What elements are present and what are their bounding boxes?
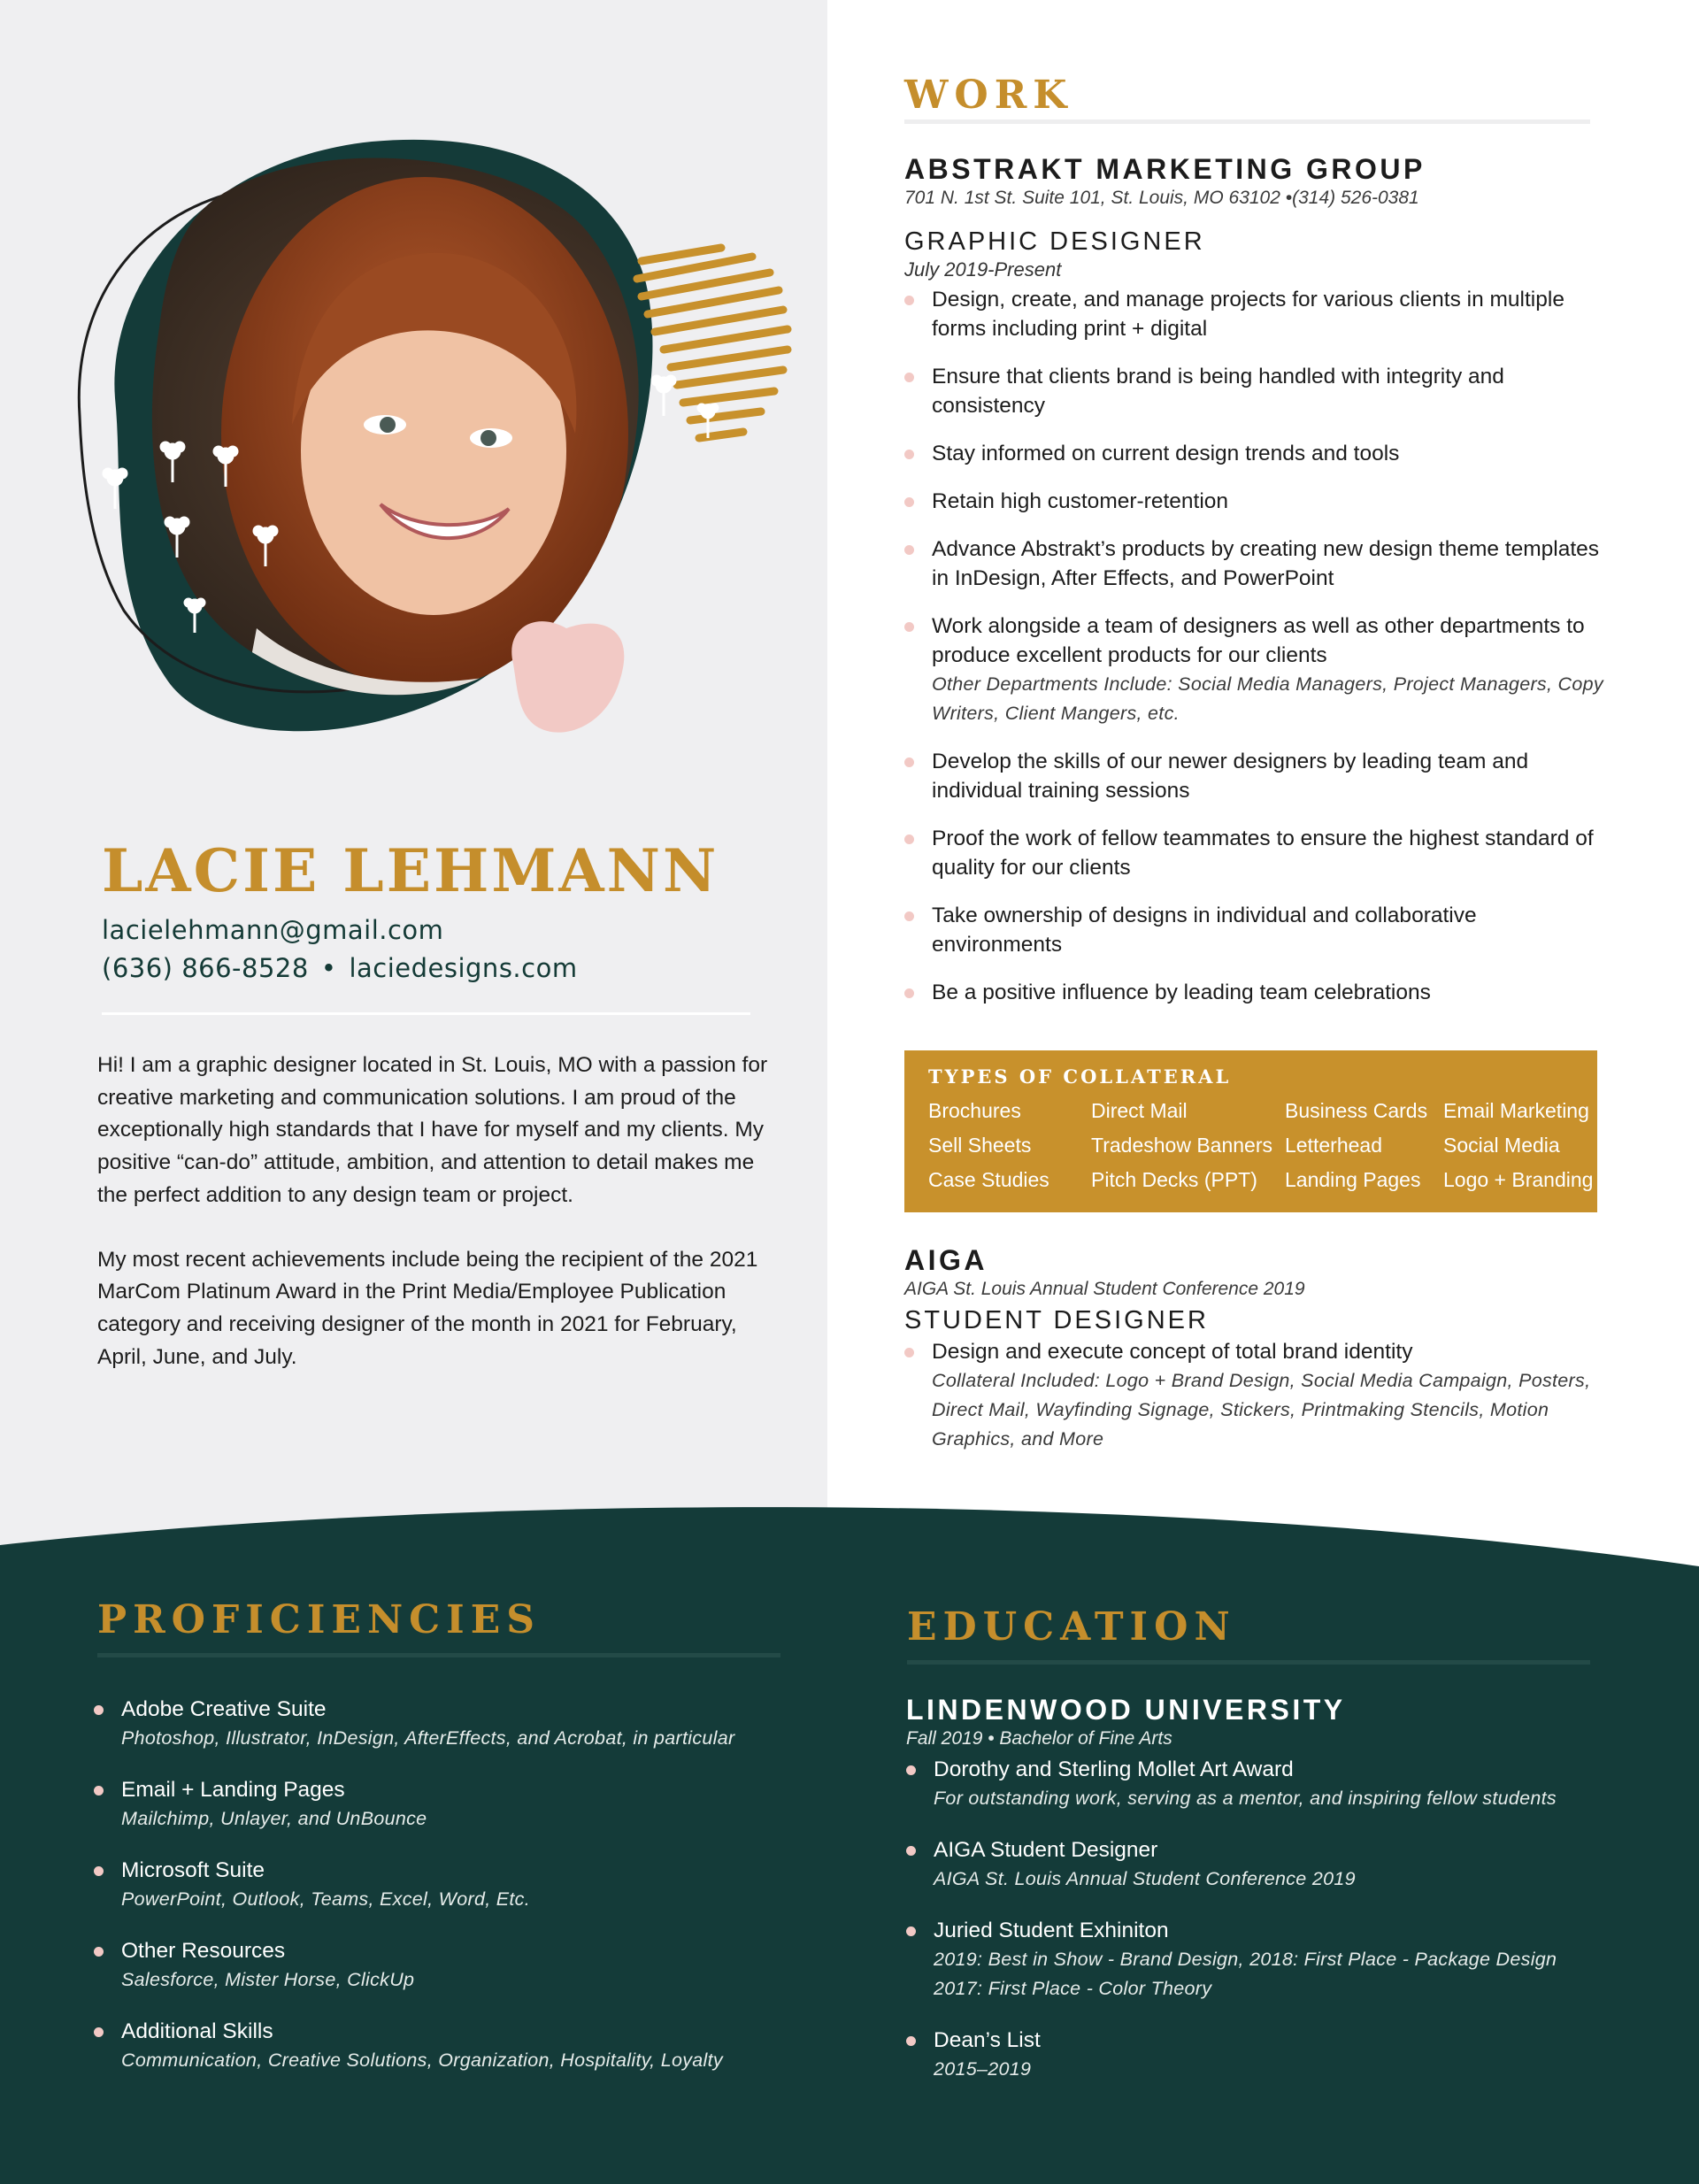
proficiency-title: Other Resources <box>121 1939 286 1963</box>
job-title: GRAPHIC DESIGNER <box>904 227 1205 256</box>
collateral-item: Case Studies <box>928 1168 1049 1191</box>
list-item <box>906 1835 1667 1894</box>
divider <box>102 1012 750 1015</box>
bullet-text: Retain high customer-retention <box>932 489 1229 513</box>
job-responsibilities <box>904 285 1603 1007</box>
education-heading: EDUCATION <box>907 1604 1236 1650</box>
candidate-name: LACIE LEHMANN <box>102 836 719 905</box>
list-item <box>94 1856 802 1914</box>
bullet-text: Proof the work of fellow teammates to ensure the highest standard of quality for our clients <box>932 827 1594 880</box>
honor-title: AIGA Student Designer <box>934 1838 1158 1862</box>
honor-detail: For outstanding work, serving as a mentor, and inspiring fellow students <box>934 1788 1557 1809</box>
bio-paragraph: My most recent achievements include being the recipient of the 2021 MarCom Platinum Award in the Print Media/Employee Publication category and receiving designer of the month in 2021 for February, April, June, and July. <box>97 1247 758 1369</box>
list-item <box>906 1916 1667 2003</box>
education-section <box>906 1693 1667 2106</box>
list-item <box>904 1337 1603 1454</box>
collateral-item: Pitch Decks (PPT) <box>1091 1168 1257 1191</box>
list-item <box>904 534 1603 593</box>
divider <box>907 1660 1590 1665</box>
collateral-box <box>904 1050 1597 1212</box>
divider <box>904 119 1590 124</box>
proficiencies-heading: PROFICIENCIES <box>97 1597 542 1642</box>
list-item <box>904 824 1603 882</box>
employer-address: AIGA St. Louis Annual Student Conference 2019 <box>904 1279 1305 1299</box>
collateral-item: Email Marketing <box>1443 1099 1589 1122</box>
bullet-text: Develop the skills of our newer designers by leading team and individual training sessions <box>932 750 1529 803</box>
list-item <box>94 2017 802 2075</box>
phone-number: (636) 866-8528 <box>102 953 309 983</box>
work-heading: WORK <box>904 73 1073 118</box>
proficiency-title: Microsoft Suite <box>121 1858 265 1882</box>
bullet-text: Ensure that clients brand is being handled with integrity and consistency <box>932 365 1504 418</box>
honor-title: Dorothy and Sterling Mollet Art Award <box>934 1757 1294 1781</box>
job-abstrakt <box>904 152 1603 1026</box>
bullet-text: Stay informed on current design trends and tools <box>932 442 1400 465</box>
collateral-item: Direct Mail <box>1091 1099 1188 1122</box>
proficiency-detail: Salesforce, Mister Horse, ClickUp <box>121 1969 415 1990</box>
job-aiga <box>904 1243 1603 1473</box>
job-title: STUDENT DESIGNER <box>904 1306 1209 1334</box>
list-item <box>94 1775 802 1834</box>
school-name: LINDENWOOD UNIVERSITY <box>906 1694 1346 1726</box>
divider <box>97 1653 780 1657</box>
proficiency-title: Email + Landing Pages <box>121 1778 345 1802</box>
proficiencies-list-wrap <box>94 1693 802 2097</box>
list-item <box>904 285 1603 343</box>
contact-info <box>102 911 578 988</box>
list-item <box>904 439 1603 468</box>
collateral-item: Social Media <box>1443 1134 1560 1157</box>
list-item <box>904 747 1603 805</box>
employer-name: ABSTRAKT MARKETING GROUP <box>904 153 1426 185</box>
bio-section <box>97 1050 770 1405</box>
collateral-item: Letterhead <box>1285 1134 1382 1157</box>
collateral-grid <box>928 1096 1594 1195</box>
pink-blob-shape <box>511 621 624 733</box>
education-honors-list <box>906 1755 1667 2084</box>
job-dates: July 2019-Present <box>904 258 1062 281</box>
contact-separator: • <box>320 953 337 983</box>
proficiency-detail: Communication, Creative Solutions, Organization, Hospitality, Loyalty <box>121 2049 723 2071</box>
proficiency-title: Additional Skills <box>121 2019 273 2043</box>
honor-detail: 2019: Best in Show - Brand Design, 2018: First Place - Package Design 2017: First Place - Color Theory <box>934 1949 1557 1999</box>
list-item <box>906 1755 1667 1813</box>
bullet-text: Be a positive influence by leading team celebrations <box>932 980 1431 1004</box>
bullet-text: Design, create, and manage projects for various clients in multiple forms including print + digital <box>932 288 1564 341</box>
employer-name: AIGA <box>904 1244 988 1276</box>
bullet-subtext: Collateral Included: Logo + Brand Design, Social Media Campaign, Posters, Direct Mail, Wayfinding Signage, Stickers, Printmaking Stencils, Motion Graphics, and More <box>932 1370 1591 1450</box>
list-item <box>904 611 1603 728</box>
proficiencies-list <box>94 1695 802 2075</box>
email-link[interactable]: lacielehmann@gmail.com <box>102 915 444 945</box>
bullet-text: Advance Abstrakt’s products by creating new design theme templates in InDesign, After Effects, and PowerPoint <box>932 537 1600 590</box>
portrait-illustration <box>53 133 814 770</box>
honor-title: Juried Student Exhiniton <box>934 1919 1169 1942</box>
proficiency-title: Adobe Creative Suite <box>121 1697 327 1721</box>
website-link[interactable]: laciedesigns.com <box>349 953 578 983</box>
proficiency-detail: Mailchimp, Unlayer, and UnBounce <box>121 1808 427 1829</box>
honor-title: Dean’s List <box>934 2028 1041 2052</box>
collateral-item: Logo + Branding <box>1443 1168 1594 1191</box>
collateral-item: Landing Pages <box>1285 1168 1421 1191</box>
list-item <box>94 1936 802 1995</box>
collateral-item: Tradeshow Banners <box>1091 1134 1272 1157</box>
proficiency-detail: Photoshop, Illustrator, InDesign, AfterEffects, and Acrobat, in particular <box>121 1727 735 1749</box>
honor-detail: AIGA St. Louis Annual Student Conference 2019 <box>934 1868 1356 1889</box>
employer-address: 701 N. 1st St. Suite 101, St. Louis, MO 63102 •(314) 526-0381 <box>904 188 1419 208</box>
bullet-text: Design and execute concept of total brand identity <box>932 1340 1413 1364</box>
collateral-item: Brochures <box>928 1099 1021 1122</box>
list-item <box>94 1695 802 1753</box>
proficiency-detail: PowerPoint, Outlook, Teams, Excel, Word, Etc. <box>121 1888 530 1910</box>
collateral-item: Business Cards <box>1285 1099 1428 1122</box>
bio-paragraph: Hi! I am a graphic designer located in St. Louis, MO with a passion for creative marketing and communication solutions. I am proud of the exceptionally high standards that I have for myself and my clients. My positive “can-do” attitude, ambition, and attention to detail makes me the perfect addition to any design team or project. <box>97 1053 768 1207</box>
bullet-text: Work alongside a team of designers as well as other departments to produce excellent products for our clients <box>932 614 1585 667</box>
degree-info: Fall 2019 • Bachelor of Fine Arts <box>906 1728 1172 1749</box>
job-responsibilities <box>904 1337 1603 1454</box>
list-item <box>906 2026 1667 2084</box>
bullet-text: Take ownership of designs in individual and collaborative environments <box>932 904 1477 957</box>
list-item <box>904 901 1603 959</box>
collateral-title: TYPES OF COLLATERAL <box>928 1065 1232 1088</box>
list-item <box>904 978 1603 1007</box>
profile-photo-composition <box>53 133 814 770</box>
bullet-subtext: Other Departments Include: Social Media Managers, Project Managers, Copy Writers, Client Mangers, etc. <box>932 673 1603 724</box>
list-item <box>904 362 1603 420</box>
collateral-item: Sell Sheets <box>928 1134 1032 1157</box>
list-item <box>904 487 1603 516</box>
honor-detail: 2015–2019 <box>934 2058 1032 2080</box>
